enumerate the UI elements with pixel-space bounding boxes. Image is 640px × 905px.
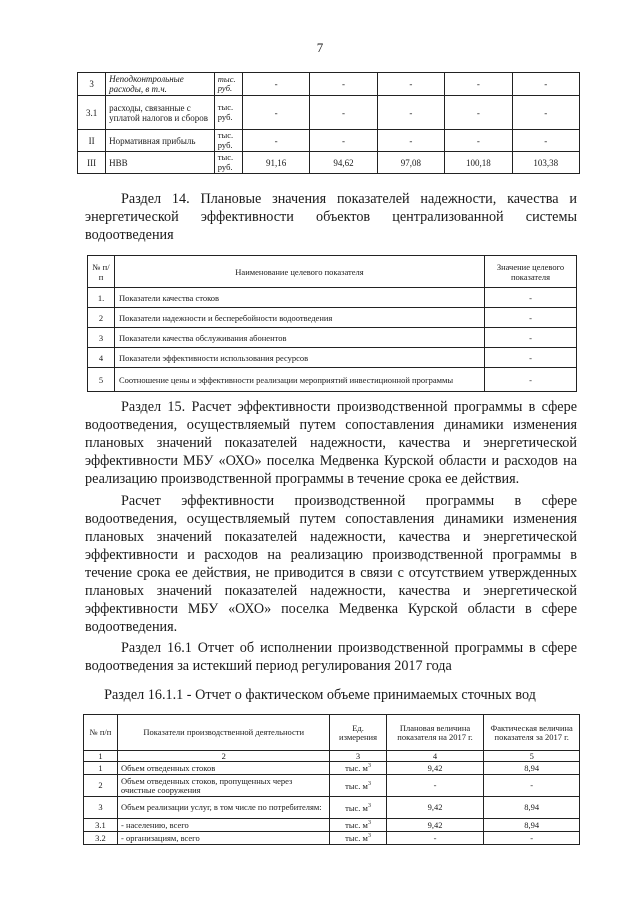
row-plan: - bbox=[386, 775, 484, 797]
row-name: Объем отведенных стоков bbox=[117, 762, 329, 775]
row-number: 2 bbox=[88, 308, 115, 328]
row-name: Показатели эффективности использования ресурсов bbox=[115, 348, 485, 368]
row-number: 3 bbox=[84, 797, 118, 819]
cell-value: - bbox=[445, 130, 512, 152]
row-fact: 8,94 bbox=[484, 797, 580, 819]
table-row bbox=[84, 775, 580, 797]
row-unit bbox=[330, 797, 386, 819]
unit-text: тыс. м bbox=[345, 819, 368, 830]
cell-value: - bbox=[512, 130, 579, 152]
header-unit: Ед. измерения bbox=[330, 715, 386, 751]
row-value: - bbox=[485, 368, 577, 392]
row-number: 2 bbox=[84, 775, 118, 797]
unit-sup: 3 bbox=[367, 763, 371, 770]
row-name: - населению, всего bbox=[117, 819, 329, 832]
row-name: Показатели надежности и бесперебойности водоотведения bbox=[115, 308, 485, 328]
header-num: № п/п bbox=[88, 256, 115, 288]
row-name: Объем реализации услуг, в том числе по потребителям: bbox=[117, 797, 329, 819]
table-row bbox=[84, 832, 580, 845]
row-unit bbox=[330, 819, 386, 832]
index-cell: 5 bbox=[484, 751, 580, 762]
section-14-line-1 bbox=[85, 190, 577, 208]
table-row bbox=[88, 308, 577, 328]
cell-value: 100,18 bbox=[445, 152, 512, 174]
unit-text: тыс. м bbox=[345, 802, 368, 813]
cell-value: - bbox=[242, 73, 309, 96]
row-value: - bbox=[485, 288, 577, 308]
table-row bbox=[78, 73, 580, 96]
table-row bbox=[78, 130, 580, 152]
index-row bbox=[84, 751, 580, 762]
index-cell: 3 bbox=[330, 751, 386, 762]
table-row bbox=[84, 762, 580, 775]
section-16-1-line-1: Раздел 16.1 Отчет об исполнении производственной программы в сфере bbox=[121, 640, 577, 656]
table-row bbox=[84, 797, 580, 819]
table-row bbox=[84, 819, 580, 832]
cell-value: - bbox=[310, 73, 377, 96]
table-header-row bbox=[84, 715, 580, 751]
row-value: - bbox=[485, 348, 577, 368]
row-number: 3.2 bbox=[84, 832, 118, 845]
header-plan: Плановая величина показателя на 2017 г. bbox=[386, 715, 484, 751]
finance-table bbox=[77, 72, 580, 174]
unit-sup: 3 bbox=[367, 833, 371, 840]
section-14-text-1: Раздел 14. Плановые значения показателей надежности, качества и bbox=[121, 191, 577, 207]
indicators-table bbox=[87, 255, 577, 392]
unit-sup: 3 bbox=[367, 820, 371, 827]
cell-value: - bbox=[512, 73, 579, 96]
row-unit bbox=[330, 775, 386, 797]
row-unit bbox=[330, 832, 386, 845]
unit-text: тыс. м bbox=[345, 832, 368, 843]
row-unit: тыс. руб. bbox=[214, 96, 242, 130]
row-fact: 8,94 bbox=[484, 762, 580, 775]
unit-sup: 3 bbox=[367, 780, 371, 787]
row-name: Показатели качества обслуживания абонентов bbox=[115, 328, 485, 348]
cell-value: 97,08 bbox=[377, 152, 444, 174]
header-name: Показатели производственной деятельности bbox=[117, 715, 329, 751]
index-cell: 1 bbox=[84, 751, 118, 762]
row-unit bbox=[330, 762, 386, 775]
cell-value: - bbox=[242, 130, 309, 152]
row-name: Нормативная прибыль bbox=[106, 130, 215, 152]
report-table bbox=[83, 714, 580, 845]
table-row bbox=[78, 96, 580, 130]
header-name: Наименование целевого показателя bbox=[115, 256, 485, 288]
row-value: - bbox=[485, 328, 577, 348]
cell-value: 103,38 bbox=[512, 152, 579, 174]
cell-value: - bbox=[377, 130, 444, 152]
row-name: НВВ bbox=[106, 152, 215, 174]
section-14-line-3: водоотведения bbox=[85, 227, 174, 243]
unit-text: тыс. м bbox=[345, 762, 368, 773]
cell-value: - bbox=[377, 96, 444, 130]
row-plan: - bbox=[386, 832, 484, 845]
row-unit: тыс. руб. bbox=[214, 73, 242, 96]
cell-value: - bbox=[445, 73, 512, 96]
row-number: 1. bbox=[88, 288, 115, 308]
table-row bbox=[88, 348, 577, 368]
row-name: Соотношение цены и эффективности реализации мероприятий инвестиционной программы bbox=[115, 368, 485, 392]
row-name: расходы, связанные с уплатой налогов и сборов bbox=[106, 96, 215, 130]
row-number: II bbox=[78, 130, 106, 152]
section-15-heading: Раздел 15. Расчет эффективности производственной программы в сфере водоотведения, осуществляемый путем сопоставления динамики изменения плановых значений показателей надежности, качества и энергетической эффективности МБУ «ОХО» поселка Медвенка Курской области и расходов на реализацию производственной программы в течение срока ее действия. bbox=[85, 399, 577, 487]
row-fact: - bbox=[484, 775, 580, 797]
row-name: Неподконтрольные расходы, в т.ч. bbox=[106, 73, 215, 96]
header-num: № п/п bbox=[84, 715, 118, 751]
header-fact: Фактическая величина показателя за 2017 г. bbox=[484, 715, 580, 751]
row-fact: - bbox=[484, 832, 580, 845]
cell-value: 91,16 bbox=[242, 152, 309, 174]
row-name: Показатели качества стоков bbox=[115, 288, 485, 308]
row-number: III bbox=[78, 152, 106, 174]
table-row bbox=[78, 152, 580, 174]
row-name: Объем отведенных стоков, пропущенных через очистные сооружения bbox=[117, 775, 329, 797]
table-header-row bbox=[88, 256, 577, 288]
cell-value: - bbox=[242, 96, 309, 130]
cell-value: - bbox=[310, 130, 377, 152]
row-fact: 8,94 bbox=[484, 819, 580, 832]
row-unit: тыс. руб. bbox=[214, 130, 242, 152]
section-16-1-1-title: Раздел 16.1.1 - Отчет о фактическом объеме принимаемых сточных вод bbox=[104, 687, 536, 703]
row-unit: тыс. руб. bbox=[214, 152, 242, 174]
section-16-1-line-2: водоотведения за истекший период регулирования 2017 года bbox=[85, 658, 452, 674]
table-row bbox=[88, 288, 577, 308]
section-15-body: Расчет эффективности производственной программы в сфере водоотведения, осуществляемый путем сопоставления динамики изменения плановых значений показателей надежности, качества и энергетической эффективности и расходов на реализацию производственной программы в течение срока ее действия, не приводится в связи с отсутствием утвержденных плановых значений показателей надежности, качества и энергетической эффективности МБУ «ОХО» поселка Медвенка Курской области в сфере водоотведения. bbox=[85, 493, 577, 635]
row-plan: 9,42 bbox=[386, 797, 484, 819]
row-number: 3 bbox=[78, 73, 106, 96]
row-value: - bbox=[485, 308, 577, 328]
row-plan: 9,42 bbox=[386, 762, 484, 775]
index-cell: 2 bbox=[117, 751, 329, 762]
cell-value: - bbox=[512, 96, 579, 130]
row-number: 1 bbox=[84, 762, 118, 775]
cell-value: - bbox=[445, 96, 512, 130]
table-row bbox=[88, 328, 577, 348]
cell-value: - bbox=[377, 73, 444, 96]
row-number: 3 bbox=[88, 328, 115, 348]
table-row bbox=[88, 368, 577, 392]
row-number: 3.1 bbox=[78, 96, 106, 130]
unit-text: тыс. м bbox=[345, 780, 368, 791]
index-cell: 4 bbox=[386, 751, 484, 762]
row-number: 4 bbox=[88, 348, 115, 368]
cell-value: - bbox=[310, 96, 377, 130]
row-name: - организациям, всего bbox=[117, 832, 329, 845]
header-value: Значение целевого показателя bbox=[485, 256, 577, 288]
row-number: 3.1 bbox=[84, 819, 118, 832]
row-plan: 9,42 bbox=[386, 819, 484, 832]
row-number: 5 bbox=[88, 368, 115, 392]
unit-sup: 3 bbox=[367, 802, 371, 809]
page-number: 7 bbox=[316, 40, 324, 55]
cell-value: 94,62 bbox=[310, 152, 377, 174]
section-14-line-2: энергетической эффективности объектов централизованной системы bbox=[85, 209, 577, 225]
